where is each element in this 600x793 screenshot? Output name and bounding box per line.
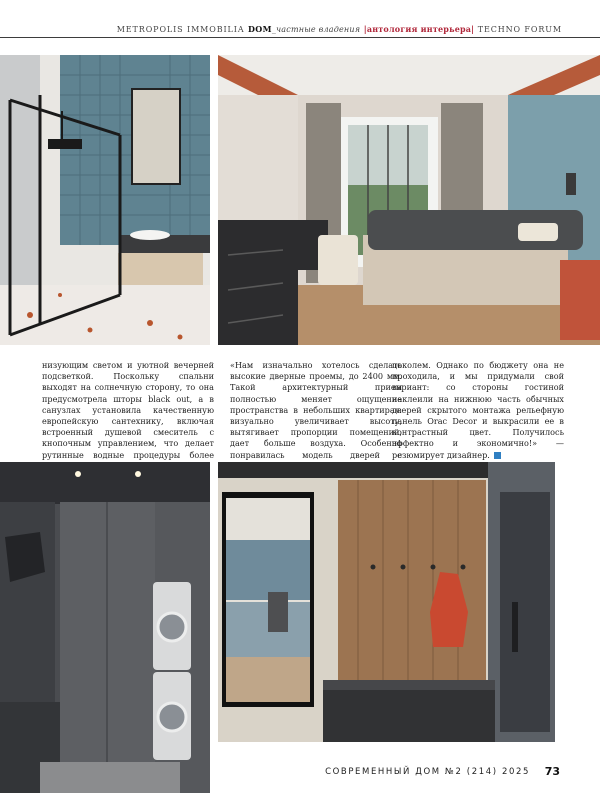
magazine-issue: СОВРЕМЕННЫЙ ДОМ №2 (214) 2025 bbox=[325, 767, 530, 777]
end-mark-icon bbox=[494, 452, 501, 459]
page-footer bbox=[0, 766, 600, 780]
header-anthology: |антология интерьера| bbox=[363, 24, 475, 34]
header-nav bbox=[117, 24, 562, 34]
bedroom-photo bbox=[218, 55, 600, 345]
article-column-1: низующим светом и уютной вечерней подсветкой. Поскольку спальни выходят на солнечную сторону, то она предусмотрела шторы black out, а в санузлах установила качественную европейскую сантехнику, включая встроенный душевой смеситель с кнопочным управлением, что делает рутинные водные процедуры более bbox=[42, 360, 214, 460]
running-header bbox=[0, 22, 600, 38]
laundry-photo bbox=[0, 462, 210, 793]
page-number: 73 bbox=[544, 765, 560, 778]
header-dom-sub: _частные владения bbox=[271, 25, 361, 34]
header-dom: DOM bbox=[247, 24, 272, 34]
hallway-photo bbox=[218, 462, 555, 742]
header-rule bbox=[0, 37, 600, 38]
article-column-3-text: цоколем. Однако по бюджету она не проходила, и мы придумали свой вариант: со стороны гостиной наклеили на нижнюю часть обычных дверей скрытого монтажа рельефную панель Orac Decor и выкрасили ее в контрастный цвет. Получилось эффектно и экономично!» — резюмирует дизайнер. bbox=[392, 360, 564, 460]
bathroom-photo bbox=[0, 55, 210, 345]
header-brand: METROPOLIS IMMOBILIA bbox=[116, 25, 245, 34]
header-forum: TECHNO FORUM bbox=[477, 25, 562, 34]
article-column-3 bbox=[392, 360, 564, 461]
article-column-2: «Нам изначально хотелось сделать высокие дверные проемы, до 2400 мм. Такой архитектурный прием полностью меняет ощущение пространства в небольших квартирах: визуально увеличивает высоту, вытягивает пропорции помещений, дает больше воздуха. Особенно понравилась модель дверей с bbox=[230, 360, 402, 460]
